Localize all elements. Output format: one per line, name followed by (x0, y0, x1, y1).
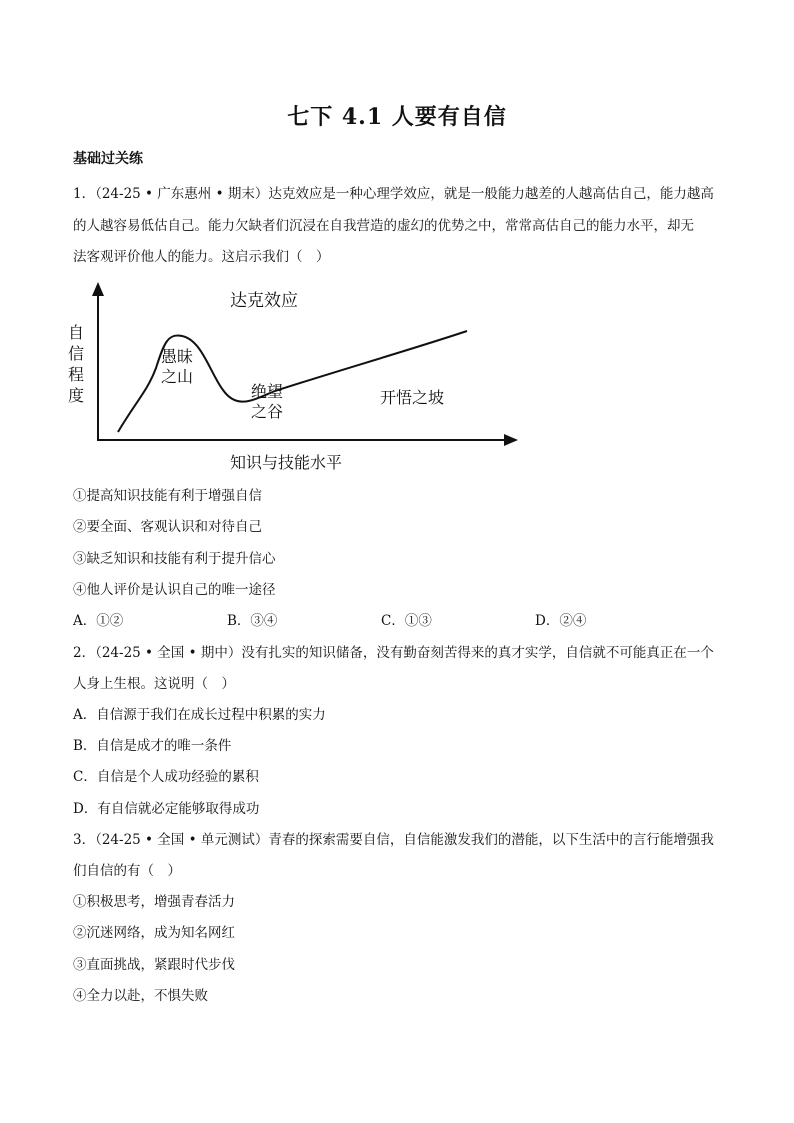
q2-stem-line-2: 人身上生根。这说明（ ） (73, 676, 235, 692)
dunning-kruger-figure (60, 278, 530, 478)
q2-option-c: C．自信是个人成功经验的累积 (73, 769, 259, 785)
q1-item-1: ①提高知识技能有利于增强自信 (73, 488, 262, 504)
q1-stem-line-1: 1．（24-25 • 广东惠州 • 期末）达克效应是一种心理学效应，就是一般能力越差的人越高估自己，能力越高 (73, 186, 714, 202)
q3-stem-line-2: 们自信的有（ ） (73, 863, 181, 879)
x-axis-label: 知识与技能水平 (230, 453, 343, 472)
q1-option-a: A．①② (73, 613, 124, 629)
q3-item-2: ②沉迷网络，成为知名网红 (73, 925, 235, 941)
q1-option-d: D．②④ (535, 613, 587, 629)
q1-stem-line-2: 的人越容易低估自己。能力欠缺者们沉浸在自我营造的虚幻的优势之中，常常高估自己的能力水平，却无 (73, 218, 694, 234)
q3-item-3: ③直面挑战，紧跟时代步伐 (73, 957, 235, 973)
q1-item-2: ②要全面、客观认识和对待自己 (73, 519, 262, 535)
y-label-char-2: 信 (68, 344, 85, 363)
q1-option-c: C．①③ (381, 613, 432, 629)
valley-label-line-2: 之谷 (251, 402, 284, 421)
valley-label-line-1: 绝望 (251, 382, 284, 401)
q1-item-4: ④他人评价是认识自己的唯一途径 (73, 582, 276, 598)
peak-label-line-1: 愚昧 (161, 347, 194, 366)
y-label-char-4: 度 (68, 386, 85, 405)
y-label-char-3: 程 (68, 365, 85, 384)
page-title: 七下 4.1 人要有自信 (287, 104, 507, 130)
q1-stem-line-3: 法客观评价他人的能力。这启示我们（ ） (73, 249, 330, 265)
section-title: 基础过关练 (73, 151, 143, 167)
q2-option-d: D．有自信就必定能够取得成功 (73, 801, 260, 817)
q3-item-4: ④全力以赴，不惧失败 (73, 988, 208, 1004)
peak-label-line-2: 之山 (161, 367, 194, 386)
y-label-char-1: 自 (68, 323, 85, 342)
q2-option-b: B．自信是成才的唯一条件 (73, 738, 232, 754)
x-axis-arrow (504, 434, 518, 446)
figure-title: 达克效应 (230, 291, 298, 311)
q2-stem-line-1: 2．（24-25 • 全国 • 期中）没有扎实的知识储备，没有勤奋刻苦得来的真才实学，自信就不可能真正在一个 (73, 645, 714, 661)
q1-option-b: B．③④ (227, 613, 278, 629)
q1-item-3: ③缺乏知识和技能有利于提升信心 (73, 551, 276, 567)
q3-stem-line-1: 3．（24-25 • 全国 • 单元测试）青春的探索需要自信，自信能激发我们的潜能，以下生活中的言行能增强我 (73, 832, 714, 848)
slope-label: 开悟之坡 (380, 388, 445, 407)
q3-item-1: ①积极思考，增强青春活力 (73, 894, 235, 910)
q2-option-a: A．自信源于我们在成长过程中积累的实力 (73, 707, 326, 723)
y-axis-arrow (92, 282, 104, 296)
